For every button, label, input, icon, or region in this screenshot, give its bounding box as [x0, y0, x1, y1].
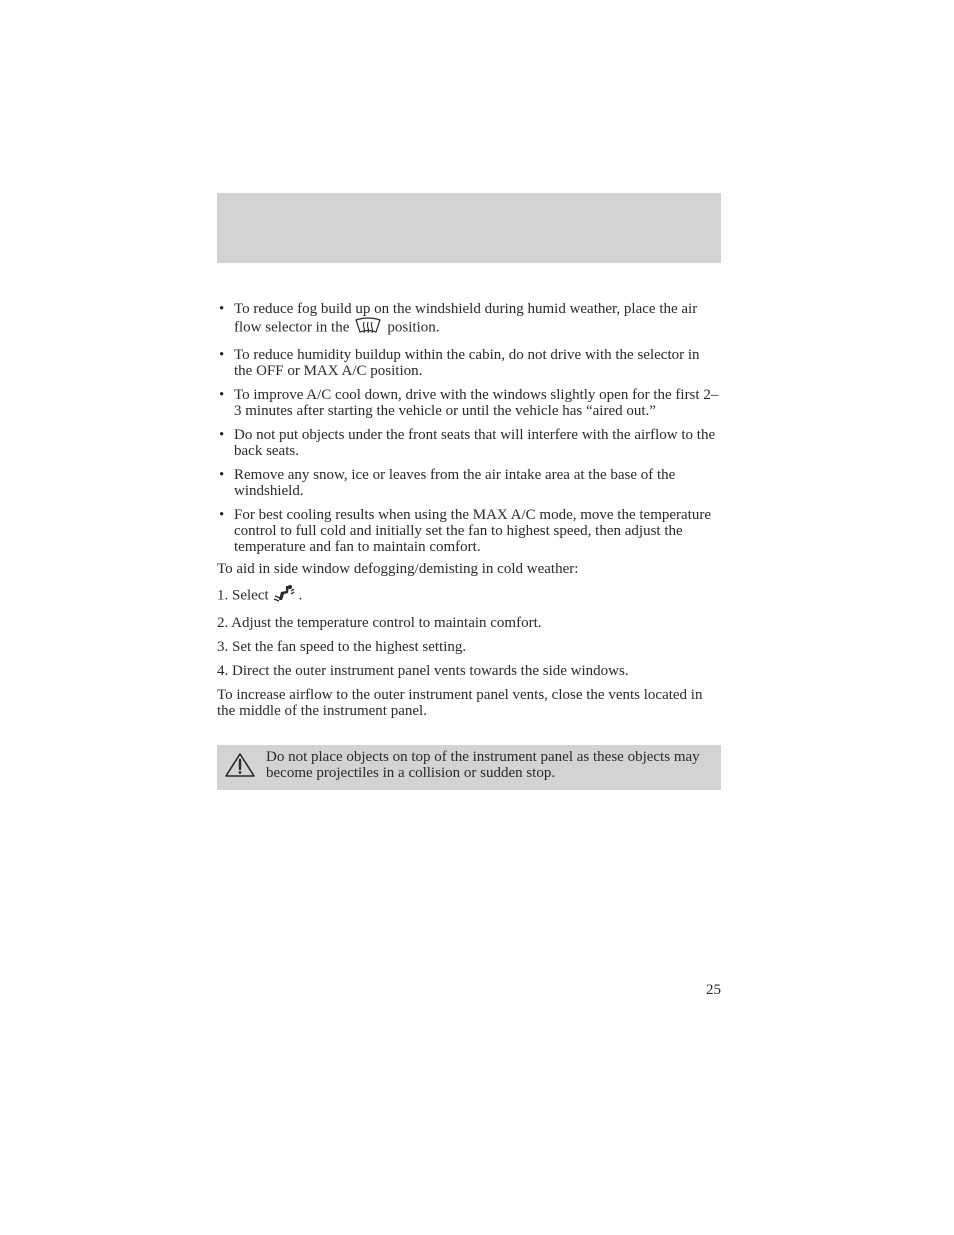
floor-defrost-mode-icon	[273, 585, 295, 607]
tip-text: To reduce fog build up on the windshield during humid weather, place the air flow selector in the	[234, 301, 698, 336]
list-item: 4. Direct the outer instrument panel vents towards the side windows.	[217, 663, 629, 679]
list-item: 3. Set the fan speed to the highest setting.	[217, 639, 467, 655]
step-suffix: .	[298, 587, 303, 604]
bullet: •	[219, 427, 225, 443]
defog-steps	[217, 585, 721, 679]
tip-text-end: position.	[387, 319, 440, 336]
tip-text: To reduce humidity buildup within the cabin, do not drive with the selector in the OFF or MAX A/C position.	[234, 347, 700, 379]
tips-list	[217, 301, 721, 555]
list-item	[217, 387, 721, 419]
header-band	[217, 193, 721, 263]
warning-box	[217, 745, 721, 790]
list-item	[217, 585, 721, 607]
bullet: •	[219, 467, 225, 483]
tip-text: To improve A/C cool down, drive with the windows slightly open for the first 2–3 minutes after starting the vehicle or until the vehicle has “aired out.”	[234, 387, 719, 419]
step-prefix: 1. Select	[217, 587, 269, 604]
bullet: •	[219, 507, 225, 523]
tip-text: Do not put objects under the front seats that will interfere with the airflow to the back seats.	[234, 427, 716, 459]
list-item	[217, 507, 721, 555]
list-item	[217, 427, 721, 459]
defrost-icon	[353, 317, 383, 339]
bullet: •	[219, 387, 225, 403]
tip-text: Remove any snow, ice or leaves from the air intake area at the base of the windshield.	[234, 467, 676, 499]
warning-triangle-icon	[224, 752, 256, 783]
bullet: •	[219, 347, 225, 363]
tip-text: For best cooling results when using the MAX A/C mode, move the temperature control to full cold and initially set the fan to highest speed, then adjust the temperature and fan to maintain comfort.	[234, 507, 712, 555]
list-item	[217, 301, 721, 339]
side-window-intro: To aid in side window defogging/demisting in cold weather:	[217, 561, 579, 577]
bullet: •	[219, 301, 225, 317]
airflow-paragraph: To increase airflow to the outer instrument panel vents, close the vents located in the middle of the instrument panel.	[217, 687, 703, 719]
list-item	[217, 347, 721, 379]
page-number: 25	[706, 982, 721, 998]
page-content	[217, 301, 721, 727]
list-item	[217, 467, 721, 499]
list-item: 2. Adjust the temperature control to maintain comfort.	[217, 615, 542, 631]
warning-text: Do not place objects on top of the instrument panel as these objects may become projectiles in a collision or sudden stop.	[266, 749, 700, 781]
